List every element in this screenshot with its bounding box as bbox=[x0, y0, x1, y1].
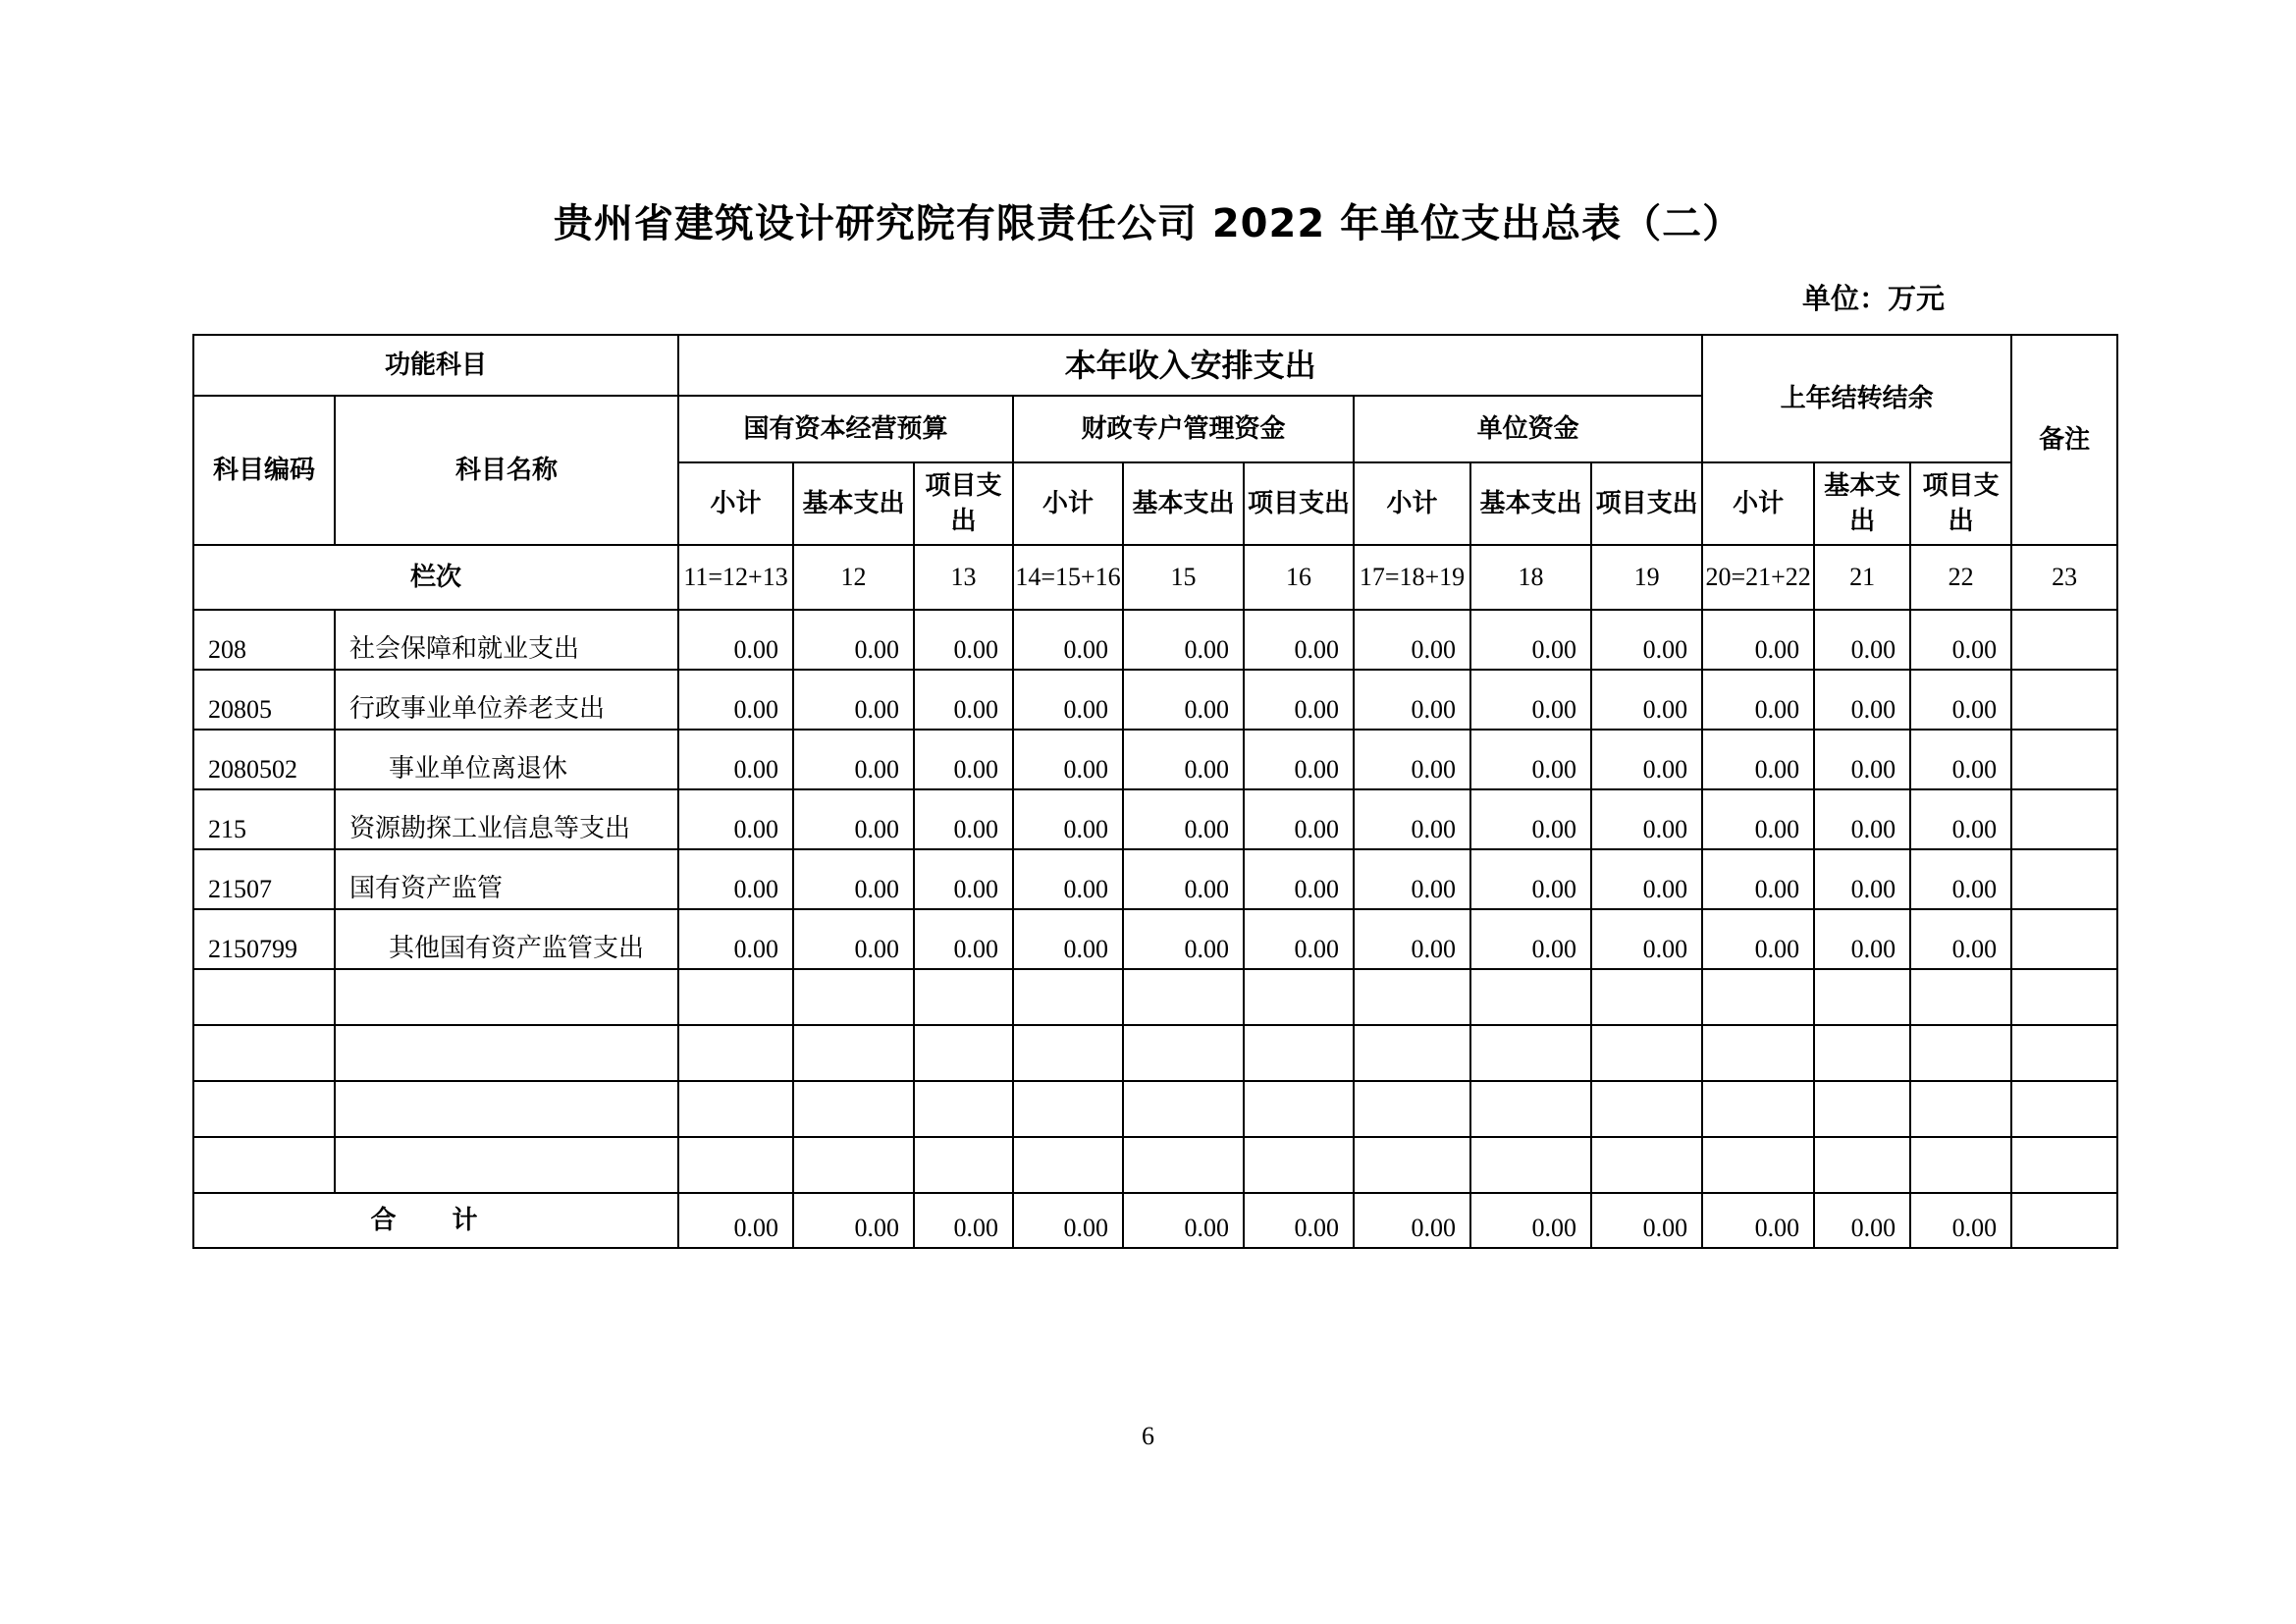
empty-cell bbox=[193, 1025, 335, 1081]
empty-cell bbox=[1470, 969, 1591, 1025]
basic-exp-header: 基本支出 bbox=[1814, 462, 1910, 545]
amount-cell: 0.00 bbox=[1814, 610, 1910, 670]
amount-cell: 0.00 bbox=[1702, 610, 1814, 670]
empty-cell bbox=[1814, 1025, 1910, 1081]
remarks-cell bbox=[2011, 909, 2117, 969]
empty-cell bbox=[914, 969, 1013, 1025]
amount-cell: 0.00 bbox=[1591, 789, 1702, 849]
unit-label: 单位：万元 bbox=[1801, 282, 1945, 315]
total-remarks-cell bbox=[2011, 1193, 2117, 1248]
empty-cell bbox=[1354, 1081, 1470, 1137]
remarks-cell bbox=[2011, 670, 2117, 730]
total-label: 合 计 bbox=[193, 1193, 678, 1248]
empty-cell bbox=[1123, 1137, 1244, 1193]
empty-cell bbox=[1244, 1137, 1354, 1193]
amount-cell: 0.00 bbox=[678, 670, 793, 730]
total-cell: 0.00 bbox=[1013, 1193, 1123, 1248]
amount-cell: 0.00 bbox=[1123, 849, 1244, 909]
amount-cell: 0.00 bbox=[1814, 849, 1910, 909]
total-cell: 0.00 bbox=[1123, 1193, 1244, 1248]
column-index: 12 bbox=[793, 545, 914, 610]
subject-code-cell: 21507 bbox=[193, 849, 335, 909]
amount-cell: 0.00 bbox=[1244, 789, 1354, 849]
empty-cell bbox=[1591, 1081, 1702, 1137]
amount-cell: 0.00 bbox=[1123, 670, 1244, 730]
amount-cell: 0.00 bbox=[1591, 670, 1702, 730]
empty-cell bbox=[678, 1081, 793, 1137]
empty-cell bbox=[1591, 969, 1702, 1025]
amount-cell: 0.00 bbox=[914, 730, 1013, 789]
project-exp-header: 项目支出 bbox=[1910, 462, 2011, 545]
functional-subject-header: 功能科目 bbox=[193, 335, 678, 396]
amount-cell: 0.00 bbox=[914, 670, 1013, 730]
empty-cell bbox=[1470, 1025, 1591, 1081]
empty-cell bbox=[335, 1081, 678, 1137]
subject-code-cell: 215 bbox=[193, 789, 335, 849]
amount-cell: 0.00 bbox=[678, 789, 793, 849]
state-capital-header: 国有资本经营预算 bbox=[678, 396, 1013, 462]
amount-cell: 0.00 bbox=[1013, 730, 1123, 789]
amount-cell: 0.00 bbox=[914, 610, 1013, 670]
total-row bbox=[193, 1193, 2117, 1248]
project-exp-header: 项目支出 bbox=[914, 462, 1013, 545]
amount-cell: 0.00 bbox=[1591, 909, 1702, 969]
header-row-1 bbox=[193, 335, 2117, 396]
empty-cell bbox=[793, 1025, 914, 1081]
remarks-header: 备注 bbox=[2011, 335, 2117, 545]
column-index: 11=12+13 bbox=[678, 545, 793, 610]
document-title: 贵州省建筑设计研究院有限责任公司 2022 年单位支出总表（二） bbox=[553, 201, 1743, 246]
empty-cell bbox=[1123, 969, 1244, 1025]
project-exp-header: 项目支出 bbox=[1591, 462, 1702, 545]
page-number: 6 bbox=[1142, 1422, 1154, 1450]
amount-cell: 0.00 bbox=[1470, 670, 1591, 730]
empty-cell bbox=[1013, 1025, 1123, 1081]
subject-name-cell: 其他国有资产监管支出 bbox=[335, 909, 678, 969]
empty-cell bbox=[1814, 1137, 1910, 1193]
empty-cell bbox=[1814, 1081, 1910, 1137]
table-row bbox=[193, 670, 2117, 730]
total-cell: 0.00 bbox=[1244, 1193, 1354, 1248]
amount-cell: 0.00 bbox=[914, 849, 1013, 909]
column-index: 18 bbox=[1470, 545, 1591, 610]
empty-cell bbox=[914, 1025, 1013, 1081]
subtotal-header: 小计 bbox=[1702, 462, 1814, 545]
empty-cell bbox=[1244, 1081, 1354, 1137]
amount-cell: 0.00 bbox=[1702, 909, 1814, 969]
amount-cell: 0.00 bbox=[1814, 730, 1910, 789]
amount-cell: 0.00 bbox=[1910, 849, 2011, 909]
empty-cell bbox=[1123, 1025, 1244, 1081]
subject-name-header: 科目名称 bbox=[335, 396, 678, 545]
amount-cell: 0.00 bbox=[793, 849, 914, 909]
subject-name-cell: 社会保障和就业支出 bbox=[335, 610, 678, 670]
remarks-cell bbox=[2011, 849, 2117, 909]
amount-cell: 0.00 bbox=[1702, 670, 1814, 730]
amount-cell: 0.00 bbox=[1702, 730, 1814, 789]
amount-cell: 0.00 bbox=[1910, 730, 2011, 789]
column-index: 21 bbox=[1814, 545, 1910, 610]
total-cell: 0.00 bbox=[1910, 1193, 2011, 1248]
amount-cell: 0.00 bbox=[1013, 789, 1123, 849]
remarks-cell bbox=[2011, 730, 2117, 789]
empty-cell bbox=[1910, 1137, 2011, 1193]
empty-cell bbox=[2011, 1025, 2117, 1081]
subject-name-cell: 资源勘探工业信息等支出 bbox=[335, 789, 678, 849]
empty-cell bbox=[914, 1081, 1013, 1137]
total-cell: 0.00 bbox=[1354, 1193, 1470, 1248]
empty-cell bbox=[1244, 1025, 1354, 1081]
empty-cell bbox=[1123, 1081, 1244, 1137]
amount-cell: 0.00 bbox=[1470, 909, 1591, 969]
amount-cell: 0.00 bbox=[1013, 610, 1123, 670]
empty-cell bbox=[678, 1025, 793, 1081]
empty-cell bbox=[793, 1137, 914, 1193]
column-index: 16 bbox=[1244, 545, 1354, 610]
amount-cell: 0.00 bbox=[1354, 789, 1470, 849]
amount-cell: 0.00 bbox=[1470, 730, 1591, 789]
amount-cell: 0.00 bbox=[1470, 789, 1591, 849]
subject-code-cell: 2080502 bbox=[193, 730, 335, 789]
amount-cell: 0.00 bbox=[678, 849, 793, 909]
empty-cell bbox=[335, 969, 678, 1025]
carryover-group-header: 上年结转结余 bbox=[1702, 335, 2011, 462]
amount-cell: 0.00 bbox=[1354, 849, 1470, 909]
amount-cell: 0.00 bbox=[793, 789, 914, 849]
empty-table-row bbox=[193, 969, 2117, 1025]
empty-cell bbox=[2011, 1137, 2117, 1193]
empty-cell bbox=[1354, 1025, 1470, 1081]
amount-cell: 0.00 bbox=[1013, 670, 1123, 730]
amount-cell: 0.00 bbox=[1123, 730, 1244, 789]
column-index: 15 bbox=[1123, 545, 1244, 610]
project-exp-header: 项目支出 bbox=[1244, 462, 1354, 545]
empty-cell bbox=[335, 1137, 678, 1193]
amount-cell: 0.00 bbox=[793, 730, 914, 789]
table-row bbox=[193, 849, 2117, 909]
subtotal-header: 小计 bbox=[1013, 462, 1123, 545]
empty-cell bbox=[1702, 1081, 1814, 1137]
column-index: 20=21+22 bbox=[1702, 545, 1814, 610]
subject-name-cell: 行政事业单位养老支出 bbox=[335, 670, 678, 730]
empty-cell bbox=[2011, 1081, 2117, 1137]
amount-cell: 0.00 bbox=[1591, 849, 1702, 909]
total-cell: 0.00 bbox=[914, 1193, 1013, 1248]
amount-cell: 0.00 bbox=[914, 789, 1013, 849]
empty-cell bbox=[193, 969, 335, 1025]
empty-cell bbox=[193, 1081, 335, 1137]
column-index: 22 bbox=[1910, 545, 2011, 610]
amount-cell: 0.00 bbox=[1910, 909, 2011, 969]
empty-cell bbox=[678, 1137, 793, 1193]
total-cell: 0.00 bbox=[1702, 1193, 1814, 1248]
amount-cell: 0.00 bbox=[1910, 789, 2011, 849]
empty-cell bbox=[1013, 969, 1123, 1025]
unit-funds-header: 单位资金 bbox=[1354, 396, 1702, 462]
amount-cell: 0.00 bbox=[793, 909, 914, 969]
empty-cell bbox=[1354, 969, 1470, 1025]
empty-cell bbox=[1013, 1081, 1123, 1137]
subtotal-header: 小计 bbox=[1354, 462, 1470, 545]
amount-cell: 0.00 bbox=[1814, 909, 1910, 969]
total-cell: 0.00 bbox=[1591, 1193, 1702, 1248]
amount-cell: 0.00 bbox=[1591, 730, 1702, 789]
expenditure-summary-table bbox=[192, 334, 2118, 1249]
empty-cell bbox=[1702, 969, 1814, 1025]
fiscal-special-header: 财政专户管理资金 bbox=[1013, 396, 1354, 462]
amount-cell: 0.00 bbox=[914, 909, 1013, 969]
table-body bbox=[193, 335, 2117, 610]
current-year-group-header: 本年收入安排支出 bbox=[678, 335, 1702, 396]
column-index: 14=15+16 bbox=[1013, 545, 1123, 610]
basic-exp-header: 基本支出 bbox=[1123, 462, 1244, 545]
empty-cell bbox=[1910, 969, 2011, 1025]
amount-cell: 0.00 bbox=[1013, 849, 1123, 909]
empty-cell bbox=[1910, 1081, 2011, 1137]
amount-cell: 0.00 bbox=[1244, 849, 1354, 909]
empty-cell bbox=[678, 969, 793, 1025]
amount-cell: 0.00 bbox=[1470, 610, 1591, 670]
empty-cell bbox=[335, 1025, 678, 1081]
empty-cell bbox=[193, 1137, 335, 1193]
total-cell: 0.00 bbox=[1470, 1193, 1591, 1248]
column-index: 19 bbox=[1591, 545, 1702, 610]
amount-cell: 0.00 bbox=[1354, 670, 1470, 730]
amount-cell: 0.00 bbox=[793, 670, 914, 730]
subject-code-cell: 2150799 bbox=[193, 909, 335, 969]
amount-cell: 0.00 bbox=[1470, 849, 1591, 909]
total-cell: 0.00 bbox=[1814, 1193, 1910, 1248]
amount-cell: 0.00 bbox=[1591, 610, 1702, 670]
subject-name-cell: 事业单位离退休 bbox=[335, 730, 678, 789]
empty-cell bbox=[1591, 1025, 1702, 1081]
amount-cell: 0.00 bbox=[1910, 670, 2011, 730]
amount-cell: 0.00 bbox=[1910, 610, 2011, 670]
amount-cell: 0.00 bbox=[1013, 909, 1123, 969]
amount-cell: 0.00 bbox=[1244, 610, 1354, 670]
empty-table-row bbox=[193, 1025, 2117, 1081]
column-index: 13 bbox=[914, 545, 1013, 610]
amount-cell: 0.00 bbox=[1244, 909, 1354, 969]
empty-cell bbox=[1591, 1137, 1702, 1193]
subject-name-cell: 国有资产监管 bbox=[335, 849, 678, 909]
empty-cell bbox=[2011, 969, 2117, 1025]
empty-cell bbox=[1702, 1025, 1814, 1081]
amount-cell: 0.00 bbox=[1702, 789, 1814, 849]
column-index-row bbox=[193, 545, 2117, 610]
empty-table-row bbox=[193, 1081, 2117, 1137]
column-index-label: 栏次 bbox=[193, 545, 678, 610]
remarks-cell bbox=[2011, 789, 2117, 849]
empty-cell bbox=[1910, 1025, 2011, 1081]
amount-cell: 0.00 bbox=[678, 909, 793, 969]
empty-cell bbox=[1702, 1137, 1814, 1193]
amount-cell: 0.00 bbox=[1814, 670, 1910, 730]
empty-cell bbox=[1470, 1137, 1591, 1193]
column-index: 17=18+19 bbox=[1354, 545, 1470, 610]
amount-cell: 0.00 bbox=[793, 610, 914, 670]
amount-cell: 0.00 bbox=[1123, 610, 1244, 670]
subject-code-cell: 208 bbox=[193, 610, 335, 670]
basic-exp-header: 基本支出 bbox=[793, 462, 914, 545]
empty-cell bbox=[1354, 1137, 1470, 1193]
empty-cell bbox=[914, 1137, 1013, 1193]
column-index: 23 bbox=[2011, 545, 2117, 610]
empty-cell bbox=[793, 969, 914, 1025]
table-row bbox=[193, 610, 2117, 670]
amount-cell: 0.00 bbox=[1354, 909, 1470, 969]
amount-cell: 0.00 bbox=[1702, 849, 1814, 909]
total-section bbox=[193, 1193, 2117, 1248]
empty-cell bbox=[1244, 969, 1354, 1025]
amount-cell: 0.00 bbox=[678, 730, 793, 789]
subtotal-header: 小计 bbox=[678, 462, 793, 545]
empty-cell bbox=[1013, 1137, 1123, 1193]
basic-exp-header: 基本支出 bbox=[1470, 462, 1591, 545]
subject-code-cell: 20805 bbox=[193, 670, 335, 730]
empty-cell bbox=[1470, 1081, 1591, 1137]
empty-rows bbox=[193, 969, 2117, 1193]
total-cell: 0.00 bbox=[793, 1193, 914, 1248]
empty-cell bbox=[793, 1081, 914, 1137]
amount-cell: 0.00 bbox=[1814, 789, 1910, 849]
amount-cell: 0.00 bbox=[1244, 730, 1354, 789]
table-row bbox=[193, 730, 2117, 789]
amount-cell: 0.00 bbox=[1354, 730, 1470, 789]
amount-cell: 0.00 bbox=[1244, 670, 1354, 730]
amount-cell: 0.00 bbox=[1354, 610, 1470, 670]
empty-cell bbox=[1814, 969, 1910, 1025]
table-row bbox=[193, 909, 2117, 969]
subject-code-header: 科目编码 bbox=[193, 396, 335, 545]
total-cell: 0.00 bbox=[678, 1193, 793, 1248]
amount-cell: 0.00 bbox=[678, 610, 793, 670]
empty-table-row bbox=[193, 1137, 2117, 1193]
data-rows bbox=[193, 610, 2117, 969]
table-row bbox=[193, 789, 2117, 849]
amount-cell: 0.00 bbox=[1123, 909, 1244, 969]
remarks-cell bbox=[2011, 610, 2117, 670]
amount-cell: 0.00 bbox=[1123, 789, 1244, 849]
